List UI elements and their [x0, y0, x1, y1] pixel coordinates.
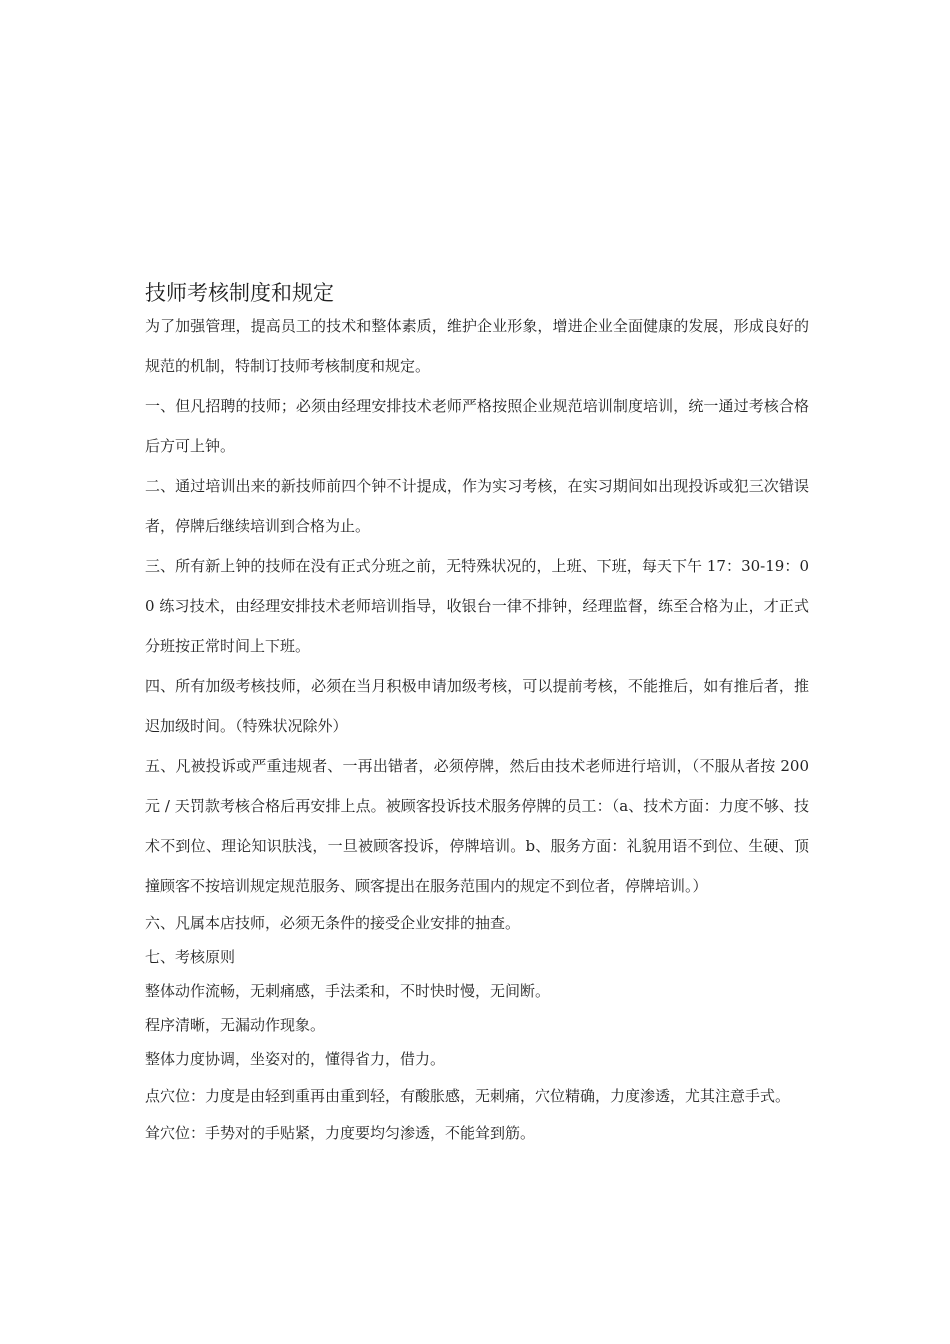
paragraph-rule-7-heading: 七、考核原则 [145, 948, 236, 966]
paragraph-rule-2: 二、通过培训出来的新技师前四个钟不计提成，作为实习考核，在实习期间如出现投诉或犯三次错误者，停牌后继续培训到合格为止。 [145, 477, 809, 535]
paragraph-principle-sequence: 程序清晰，无漏动作现象。 [145, 1016, 326, 1034]
document-body [145, 306, 809, 1150]
paragraph-rule-3: 三、所有新上钟的技师在没有正式分班之前，无特殊状况的，上班、下班，每天下午 17：30-19：00 练习技术，由经理安排技术老师培训指导，收银台一律不排钟，经理监督，练至合格为止，才正式分班按正常时间上下班。 [145, 557, 809, 655]
paragraph-rule-5: 五、凡被投诉或严重违规者、一再出错者，必须停牌，然后由技术老师进行培训，（不服从者按 200 元 / 天罚款考核合格后再安排上点。被顾客投诉技术服务停牌的员工：（a、技术方面：力度不够、技术不到位、理论知识肤浅，一旦被顾客投诉，停牌培训。b、服务方面：礼貌用语不到位、生硬、顶撞顾客不按培训规定规范服务、顾客提出在服务范围内的规定不到位者，停牌培训。） [145, 757, 809, 895]
paragraph-intro: 为了加强管理，提高员工的技术和整体素质，维护企业形象，增进企业全面健康的发展，形成良好的规范的机制，特制订技师考核制度和规定。 [145, 317, 809, 375]
paragraph-principle-press: 耸穴位：手势对的手贴紧，力度要均匀渗透，不能耸到筋。 [145, 1124, 536, 1142]
paragraph-rule-4: 四、所有加级考核技师，必须在当月积极申请加级考核，可以提前考核，不能推后，如有推后者，推迟加级时间。（特殊状况除外） [145, 677, 809, 735]
paragraph-rule-6: 六、凡属本店技师，必须无条件的接受企业安排的抽查。 [145, 914, 521, 932]
paragraph-rule-1: 一、但凡招聘的技师；必须由经理安排技术老师严格按照企业规范培训制度培训，统一通过考核合格后方可上钟。 [145, 397, 809, 455]
document-title: 技师考核制度和规定 [145, 281, 334, 305]
paragraph-principle-acupoint: 点穴位：力度是由轻到重再由重到轻，有酸胀感，无刺痛，穴位精确，力度渗透，尤其注意手式。 [145, 1087, 791, 1105]
paragraph-principle-strength: 整体力度协调，坐姿对的，懂得省力，借力。 [145, 1050, 446, 1068]
paragraph-principle-flow: 整体动作流畅，无刺痛感，手法柔和，不时快时慢，无间断。 [145, 982, 551, 1000]
